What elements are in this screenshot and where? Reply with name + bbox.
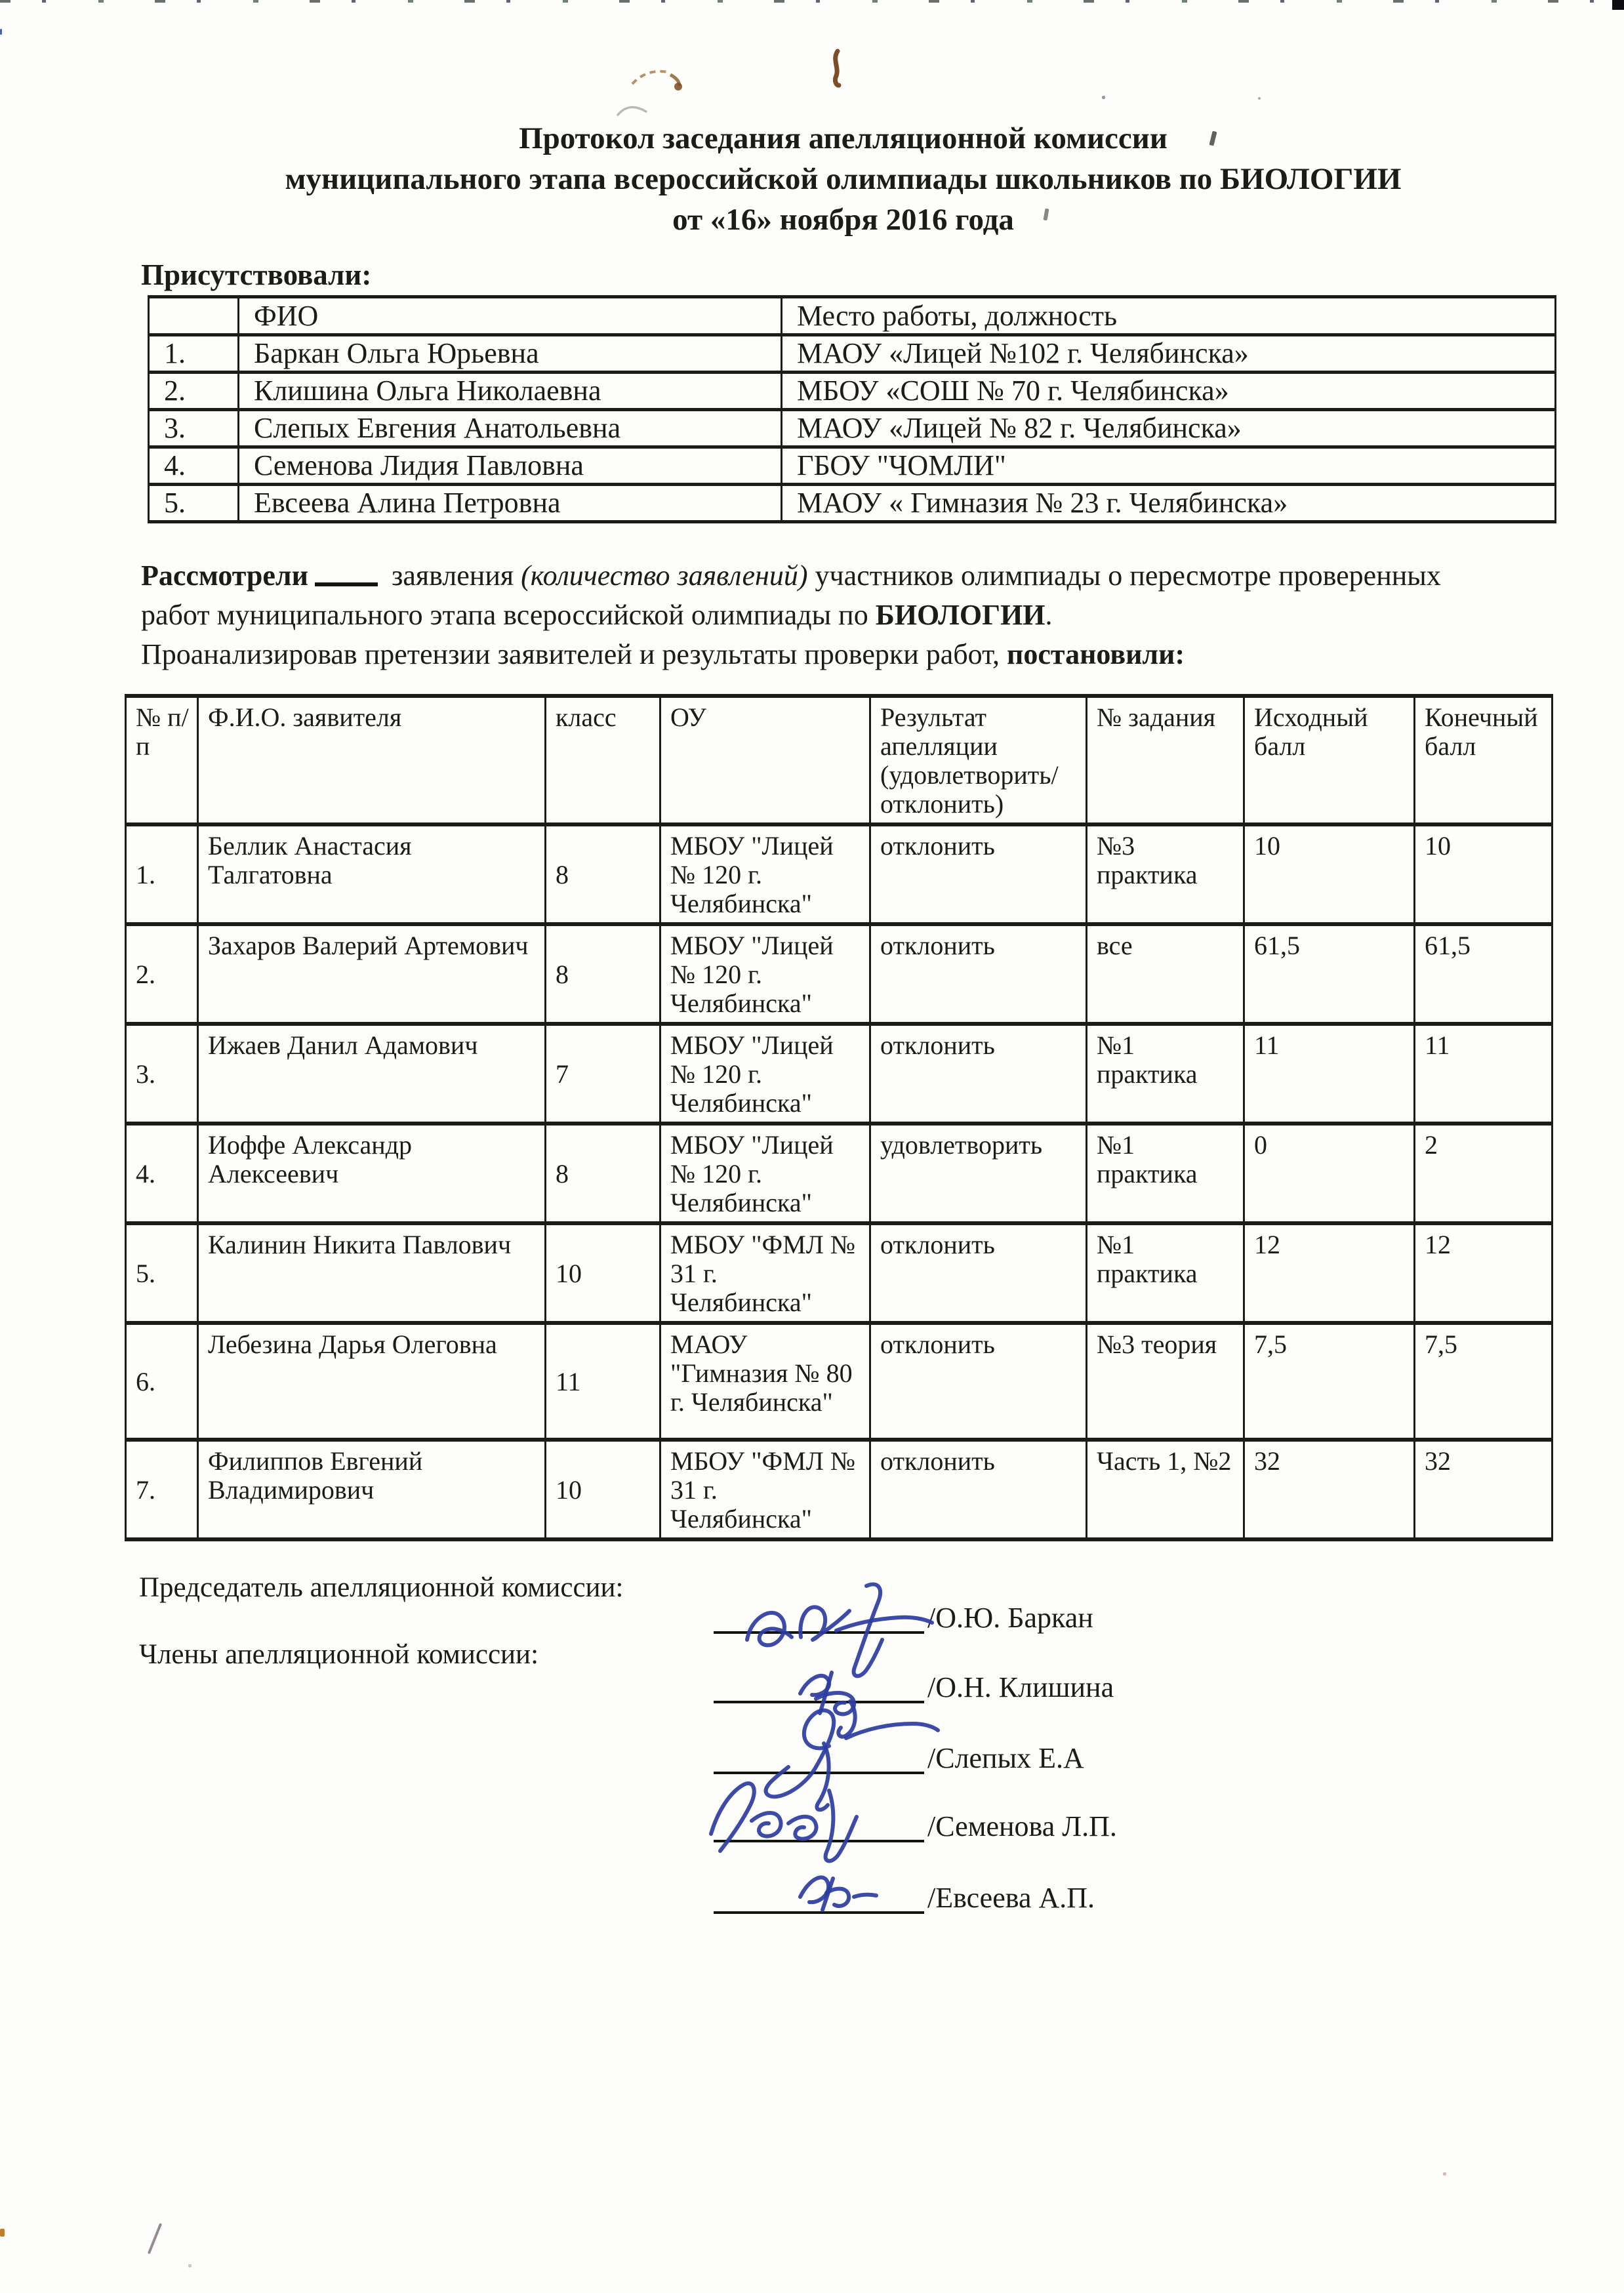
- cell-grade: 8: [546, 1124, 660, 1223]
- signatory-name: /О.Н. Клишина: [927, 1671, 1114, 1703]
- member-work: МАОУ «Лицей № 82 г. Челябинска»: [782, 410, 1556, 447]
- cell-result: отклонить: [870, 1024, 1087, 1124]
- signatory-name: /Евсеева А.П.: [927, 1882, 1095, 1914]
- scan-speck: [0, 2229, 5, 2237]
- scan-speck: [1443, 2172, 1446, 2176]
- table-row: [126, 1440, 1553, 1539]
- appeals-table: [125, 694, 1553, 1541]
- cell-num: 7.: [126, 1440, 198, 1539]
- cell-final: 12: [1415, 1223, 1553, 1323]
- subject-name: БИОЛОГИИ: [875, 599, 1045, 631]
- cell-num: 1.: [126, 824, 198, 924]
- resolution-text: .: [1045, 599, 1053, 631]
- table-row: [149, 335, 1556, 373]
- cell-result: отклонить: [870, 824, 1087, 924]
- cell-fio: Беллик Анастасия Талгатовна: [198, 824, 546, 924]
- member-name: Евсеева Алина Петровна: [239, 485, 782, 522]
- col-grade: класс: [546, 696, 660, 824]
- col-school: ОУ: [660, 696, 870, 824]
- cell-result: отклонить: [870, 1223, 1087, 1323]
- member-name: Клишина Ольга Николаевна: [239, 373, 782, 410]
- scan-speck: [0, 29, 2, 35]
- table-row: [126, 824, 1553, 924]
- cell-school: МБОУ "ФМЛ № 31 г. Челябинска": [660, 1223, 870, 1323]
- cell-initial: 61,5: [1244, 924, 1415, 1024]
- cell-num: 5.: [126, 1223, 198, 1323]
- table-row: [126, 1223, 1553, 1323]
- present-header-row: [149, 297, 1556, 335]
- cell-fio: Иоффе Александр Алексеевич: [198, 1124, 546, 1223]
- cell-initial: 32: [1244, 1440, 1415, 1539]
- cell-initial: 7,5: [1244, 1323, 1415, 1440]
- member-work: МАОУ « Гимназия № 23 г. Челябинска»: [782, 485, 1556, 522]
- count-blank-line: [315, 560, 378, 586]
- row-num: 5.: [149, 485, 239, 522]
- handwritten-signature: [781, 1856, 899, 1925]
- cell-result: удовлетворить: [870, 1124, 1087, 1223]
- scan-smudge-sepia: [628, 66, 686, 92]
- scan-edge-noise: [0, 0, 1624, 3]
- title-line-1: Протокол заседания апелляционной комиссии: [519, 121, 1167, 155]
- scan-speck: [1258, 97, 1261, 100]
- cell-task: №1 практика: [1087, 1024, 1244, 1124]
- cell-final: 32: [1415, 1440, 1553, 1539]
- col-num: № п/п: [126, 696, 198, 824]
- cell-num: 4.: [126, 1124, 198, 1223]
- present-col-fio: ФИО: [239, 297, 782, 335]
- cell-school: МБОУ "Лицей № 120 г. Челябинска": [660, 1024, 870, 1124]
- cell-final: 2: [1415, 1124, 1553, 1223]
- present-heading: Присутствовали:: [141, 258, 372, 291]
- cell-num: 6.: [126, 1323, 198, 1440]
- signatory-name: /Семенова Л.П.: [927, 1810, 1117, 1842]
- cell-school: МАОУ "Гимназия № 80 г. Челябинска": [660, 1323, 870, 1440]
- signatory-name: /О.Ю. Баркан: [927, 1602, 1093, 1634]
- cell-task: №3 теория: [1087, 1323, 1244, 1440]
- cell-final: 7,5: [1415, 1323, 1553, 1440]
- resolution-italic-note: (количество заявлений): [521, 559, 808, 592]
- cell-grade: 8: [546, 924, 660, 1024]
- signatory-name: /Слепых Е.А: [927, 1742, 1084, 1774]
- member-work: ГБОУ "ЧОМЛИ": [782, 447, 1556, 485]
- cell-grade: 10: [546, 1440, 660, 1539]
- cell-result: отклонить: [870, 1323, 1087, 1440]
- cell-grade: 8: [546, 824, 660, 924]
- considered-label: Рассмотрели: [141, 559, 308, 592]
- scan-corner-mark: [1612, 0, 1624, 10]
- row-num: 4.: [149, 447, 239, 485]
- member-name: Семенова Лидия Павловна: [239, 447, 782, 485]
- resolution-text: заявления: [384, 559, 521, 592]
- document-title: [141, 0, 1545, 240]
- table-row: [126, 1024, 1553, 1124]
- table-row: [149, 485, 1556, 522]
- chair-label: Председатель апелляционной комиссии:: [139, 1572, 624, 1603]
- cell-initial: 12: [1244, 1223, 1415, 1323]
- member-work: МАОУ «Лицей №102 г. Челябинска»: [782, 335, 1556, 373]
- scan-smudge-gray: [615, 102, 649, 118]
- resolution-text: работ муниципального этапа всероссийской олимпиады по: [141, 599, 876, 631]
- appeals-header-row: [126, 696, 1553, 824]
- member-name: Баркан Ольга Юрьевна: [239, 335, 782, 373]
- resolved-label: постановили:: [1007, 638, 1185, 670]
- cell-fio: Ижаев Данил Адамович: [198, 1024, 546, 1124]
- col-initial: Исходный балл: [1244, 696, 1415, 824]
- cell-task: №1 практика: [1087, 1124, 1244, 1223]
- member-work: МБОУ «СОШ № 70 г. Челябинска»: [782, 373, 1556, 410]
- scan-speck: [1102, 96, 1105, 99]
- present-table: [148, 295, 1556, 523]
- col-task: № задания: [1087, 696, 1244, 824]
- title-line-3: от «16» ноября 2016 года: [672, 203, 1014, 237]
- resolution-paragraph: [141, 556, 1526, 674]
- cell-fio: Захаров Валерий Артемович: [198, 924, 546, 1024]
- title-line-2: муниципального этапа всероссийской олимпиады школьников по БИОЛОГИИ: [285, 162, 1402, 196]
- cell-school: МБОУ "ФМЛ № 31 г. Челябинска": [660, 1440, 870, 1539]
- cell-fio: Филиппов Евгений Владимирович: [198, 1440, 546, 1539]
- cell-result: отклонить: [870, 924, 1087, 1024]
- table-row: [149, 447, 1556, 485]
- cell-task: №1 практика: [1087, 1223, 1244, 1323]
- cell-num: 2.: [126, 924, 198, 1024]
- cell-grade: 10: [546, 1223, 660, 1323]
- cell-school: МБОУ "Лицей № 120 г. Челябинска": [660, 1124, 870, 1223]
- cell-initial: 0: [1244, 1124, 1415, 1223]
- cell-initial: 10: [1244, 824, 1415, 924]
- row-num: 1.: [149, 335, 239, 373]
- cell-final: 10: [1415, 824, 1553, 924]
- present-col-blank: [149, 297, 239, 335]
- table-row: [126, 1124, 1553, 1223]
- cell-final: 61,5: [1415, 924, 1553, 1024]
- resolution-text: участников олимпиады о пересмотре проверенных: [807, 559, 1441, 592]
- scan-speck: [188, 2264, 192, 2267]
- col-fio: Ф.И.О. заявителя: [198, 696, 546, 824]
- resolution-text: Проанализировав претензии заявителей и результаты проверки работ,: [141, 638, 1007, 670]
- cell-grade: 7: [546, 1024, 660, 1124]
- scan-smudge-brown: [829, 49, 845, 88]
- cell-task: Часть 1, №2: [1087, 1440, 1244, 1539]
- table-row: [126, 924, 1553, 1024]
- cell-fio: Калинин Никита Павлович: [198, 1223, 546, 1323]
- row-num: 2.: [149, 373, 239, 410]
- scan-speck: [148, 2223, 162, 2254]
- cell-initial: 11: [1244, 1024, 1415, 1124]
- cell-num: 3.: [126, 1024, 198, 1124]
- member-name: Слепых Евгения Анатольевна: [239, 410, 782, 447]
- table-row: [149, 410, 1556, 447]
- table-row: [149, 373, 1556, 410]
- cell-school: МБОУ "Лицей № 120 г. Челябинска": [660, 924, 870, 1024]
- col-final: Конечный балл: [1415, 696, 1553, 824]
- cell-fio: Лебезина Дарья Олеговна: [198, 1323, 546, 1440]
- col-result: Результат апелляции (удовлетворить/ отклонить): [870, 696, 1087, 824]
- table-row: [126, 1323, 1553, 1440]
- cell-grade: 11: [546, 1323, 660, 1440]
- members-label: Члены апелляционной комиссии:: [139, 1639, 539, 1670]
- cell-school: МБОУ "Лицей № 120 г. Челябинска": [660, 824, 870, 924]
- row-num: 3.: [149, 410, 239, 447]
- cell-task: №3 практика: [1087, 824, 1244, 924]
- cell-final: 11: [1415, 1024, 1553, 1124]
- cell-task: все: [1087, 924, 1244, 1024]
- present-col-work: Место работы, должность: [782, 297, 1556, 335]
- cell-result: отклонить: [870, 1440, 1087, 1539]
